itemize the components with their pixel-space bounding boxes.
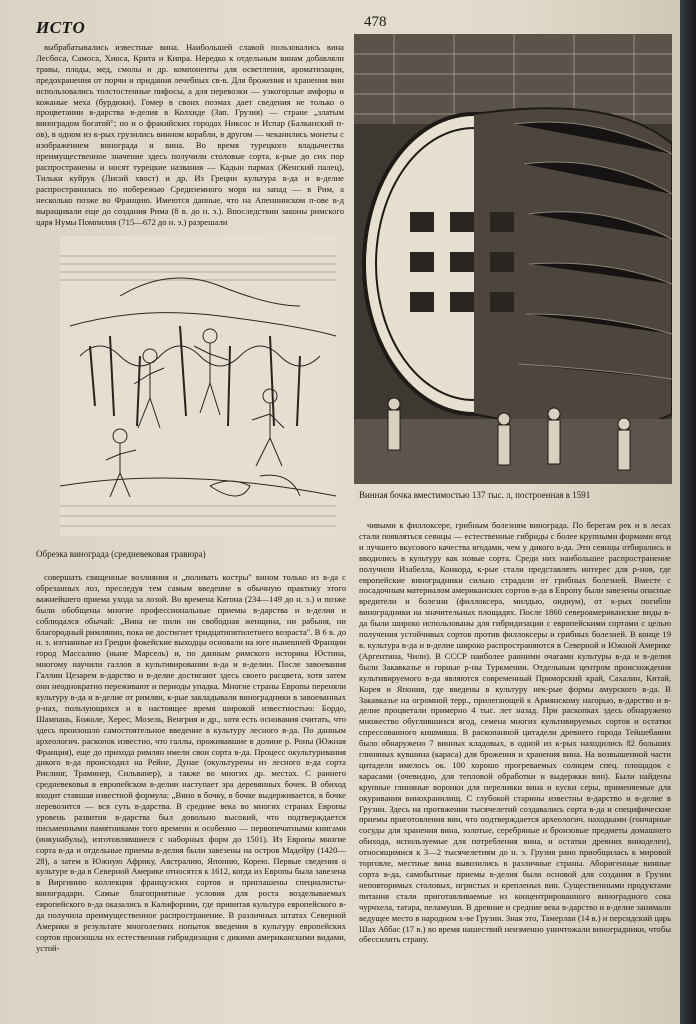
page-edge-shadow	[680, 0, 696, 1024]
left-column-top	[36, 42, 344, 227]
figure-caption-right: Винная бочка вместимостью 137 тыс. л, построенная в 1591	[359, 490, 591, 500]
paragraph: совершать священные возлияния и „поливать костры" вином только из в-да с обрезанных лоз, преследуя тем самым введение в обычную практику этого важнейшего приема ухода за лозой. Во времена Катона (234—149 до н. э.) и позже были обобщены многие профессиональные приемы в-дарства и в-делия и соблюдался обычай: „Вина не пили ни свободная женщина, ни рабыня, ни благородный римлянин, пока не достигнет тридцатипятилетнего возраста". В 6 в. до н. э. изгнанные из Греции фокейские выходцы основали на юге нынешней Франции город Массалию (ныне Марсель) и, по данным римского историка Юстина, многому научили галлов в культивировании в-да и в-делии. После завоевания Галлии Цезарем в-дарство и в-делие достигают здесь своего расцвета, хотя затем они неоднократно переживают и периоды упадка. Многие страны Европы переняли культуру в-да и в-делие от римлян, к-рые закладывали виноградники в завоеванных р-нах, пользующихся и в настоящее время широкой известностью: Бордо, Шампань, Божоле, Херес, Мозель, Венгрия и др., хотя есть основания считать, что здесь произошло самостоятельное введение в культуру лесного в-да. По данным археологич. раскопок известно, что галлы, проживавшие в долине р. Роны (Южная Франция), еще до прихода римлян имели свои сорта в-да. Процесс окультуривания дикого в-да происходил на Рейне, Дунае (окультурены из лесного в-да сорта Рислинг, Траминер, Сильванер), а также во многих др. местах. С раннего средневековья в европейском в-делии наступает эра деревянных бочек. В обиход входит ставшая известной формула: „Вино в бочку, в бочке выдерживается, в бочке перевозится — вся суть в-дарства. В средние века во многих странах Европы уровень развития в-дарства был довольно высокий, что подтверждается письменными памятниками того времени и особенно — первопечатными книгами (инкунабулы), изготовлявшиеся с наборных форм до 1501). Из Европы многие сорта в-да и отдельные приемы в-делия были завезены на остров Мадейру (1420—28), а затем в Южную Африку, Австралию, Японию, Корею. Первые сведения о культуре в-да в Северной Америке относятся к 1612, когда из Европы была завезена в Виргинию коллекция французских сортов и приглашены специалисты-виноградари. Самые благоприятные условия для роста возделываемых европейского в-да оказались в Калифорнии, где привитая культура европейского в-да получила преимущественное распространение. В различных штатах Северной Америки в результате многолетних попыток введения в культуру европейских сортов произошла их естественная гибридизация с дикими американскими видами, устой-	[36, 572, 346, 953]
engraving-wine-barrel	[354, 34, 672, 484]
right-column-bottom	[359, 520, 671, 945]
figure-caption-left: Обрезка винограда (средневековая гравюра)	[36, 549, 206, 559]
paragraph: чивыми к филлоксере, грибным болезням винограда. По берегам рек и в лесах стали появляться сеянцы — естественные гибриды с более крупными формами ягод и лучшего вкусового качества ягодами, чем у дикого в-да. Эти сеянцы отбирались и вводились в культуру как новые сорта. Среди них наибольшее распространение получили Изабелла, Конкорд, к-рые стали представлять интерес для р-нов, где европейские виноградники сильно страдали от грибных болезней. Вместе с посадочным материалом американских сортов в-да в Европу были завезены опасные вредители и болезни (филлоксера, милдью, оидиум), от к-рых погибли виноградники на значительных площадях. После 1860 североамериканские виды в-да были широко использованы для гибридизации с европейскими сортами с целью получения устойчивых сортов против филлоксеры и грибных болезней. В конце 19 в. культура в-да и в-делие широко распространяются в Северной и Южной Америке (Аргентина, Чили). В СССР наиболее ранними очагами культуры в-да и в-делия были Закавказье и горные р-ны Туркмении. Отдельным центром происхождения культивируемого в-да являются современный Приморский край, Сахалин, Китай, Корея и Япония, где введены в культуру нек-рые формы амурского в-да. В Закавказье на огромной терр., прилегающей к Армянскому нагорью, в-дарство и в-делие процветали примерно 4 тыс. лет назад. При раскопках здесь обнаружено множество обуглившихся ягод, семена многих культивируемых сортов и остатки спрессованного кишмиша. В раскопанной цитадели древнего города Тейшебаини было обнаружено 7 винных кладовых, в одной из к-рых находились 82 больших глиняных кувшина (караса) для брожения и хранения вина. На возвышенной части цитадели имелось ок. 100 хорошо прогреваемых солнцем спец. площадок с карасами (очевидно, для тепловой обработки и выдержки вин). Были найдены крупные глиняные воронки для переливки вина и куски серы, применяемые для окуривания винохранилищ. С глубокой старины известны в-дарство и в-делие в Грузии. Здесь на протяжении тысячелетий создавались сорта в-да и специфические приемы приготовления вин, что подтверждается археологич. находками (гончарные сосуды для хранения вина, золотые, серебряные и бронзовые предметы домашнего обихода, используемые для потребления вина, и остатки древних виноделен), относящимися к 3—2 тысячелетиям до н. э. Грузия рано приобщилась к мировой торговле, местные вина вывозились в различные страны. Аборигенные винные сорта в-да, самобытные приемы в-делия были основой для создания в Грузии неповторимых столовых, игристых и крепленых вин. Существенными продуктами питания стали приготавливаемые из концентрированного виноградного сока чурчхела, татара, пеламуши. В древние и средние века в-дарство и в-делие занимали ведущее место в народном х-ве Грузии. Зная это, Тамерлан (14 в.) и персидский царь Шах Аббас (17 в.) во время нашествий неизменно уничтожали виноградники, чтобы обессилить страну.	[359, 520, 671, 945]
running-head: ИСТО	[36, 18, 86, 37]
paragraph: выбрабатывались известные вина. Наибольшей славой пользовались вина Лесбоса, Самоса, Хиоса, Крита и Кипра. Нередко к отдельным винам добавляли травы, плоды, мед, смолы и др. компоненты для осветления, ароматизации, предохранения от порчи и придания лечебных св-в. Для брожения и хранения вин использовались толстостенные пифосы, а для перевозки — узкогорлые амфоры и кожаные меха (бурдюки). Гомер в своих поэмах дает сведения не только о процветании в-дарства в-делия в Колхиде (Зап. Грузия) — стране „златым виноградом богатой"; но и о фракийских городах Никсос и Испар (Балканский п-ов), в одном из к-рых грузились винном корабли, в другом — чеканились монеты с изображением винограда и вина. Во время турецкого владычества преимущественное значение здесь получили столовые сорта, к-рые до сих пор распространены и носят турецкие названия — Кадын пармах (Женский палец), Тильки куйрук (Лисий хвост) и др. Из Греции культура в-да и в-делие распространилась по побережью Средиземного моря на запад — в Рим, а несколько позже во Францию. Имеются данные, что на Апеннинском п-ове в-д выращивали еще до создания Рима (8 в. до н. э.). Впоследствии законы римского царя Нумы Помпилия (715—672 до н. э.) разрешали	[36, 42, 344, 227]
page-number: 478	[364, 14, 387, 30]
engraving-vine-pruning	[60, 236, 336, 536]
left-column-bottom	[36, 572, 346, 954]
